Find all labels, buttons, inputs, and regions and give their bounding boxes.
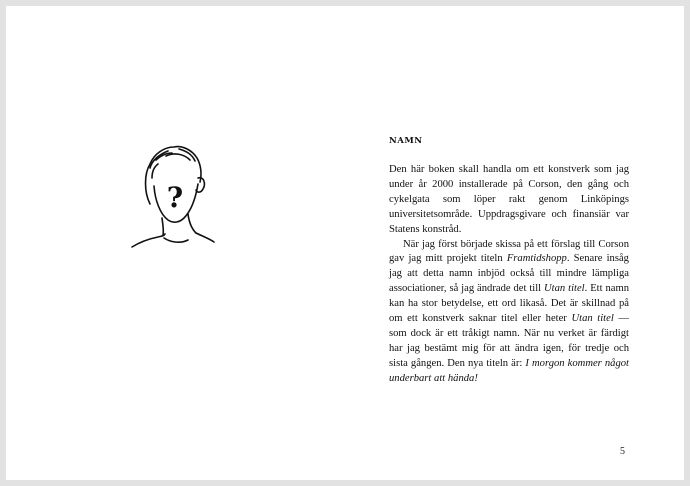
body-text [389, 163, 629, 387]
book-page [6, 6, 684, 480]
page-number: 5 [620, 446, 625, 457]
p2-title-4: I morgon kommer något underbart att hända! [389, 357, 629, 384]
paragraph-1: Den här boken skall handla om ett konstverk som jag under år 2000 installerade på Corson, den gång och cykelgata som löper rakt genom Linköpings universitetsområde. Uppdragsgivare och finansiär var Statens konstråd. [389, 164, 629, 235]
p2-text-2: . Senare insåg jag att detta namn inbjöd också till mindre lämpliga associationer, så jag ändrade det till [389, 253, 629, 295]
p2-title-2: Utan titel [544, 283, 585, 295]
question-mark: ? [166, 181, 184, 214]
page-heading: NAMN [389, 136, 423, 146]
paragraph-2 [389, 238, 629, 387]
p2-title-1: Framtidshopp [506, 253, 567, 265]
p2-text-4: — som dock är ett tråkigt namn. När nu verket är färdigt har jag bestämt mig för att ändra igen, för tredje och sista gången. Den nya titeln är: [389, 313, 630, 369]
question-head-icon [122, 134, 218, 254]
illustration [122, 134, 218, 254]
p2-text-1: När jag först började skissa på ett förslag till Corson gav jag mitt projekt titeln [389, 238, 629, 265]
p2-title-3: Utan titel [571, 313, 614, 325]
p2-text-3: . Ett namn kan ha stor betydelse, ett ord likaså. Det är skillnad på om ett konstverk saknar titel eller heter [389, 283, 629, 325]
